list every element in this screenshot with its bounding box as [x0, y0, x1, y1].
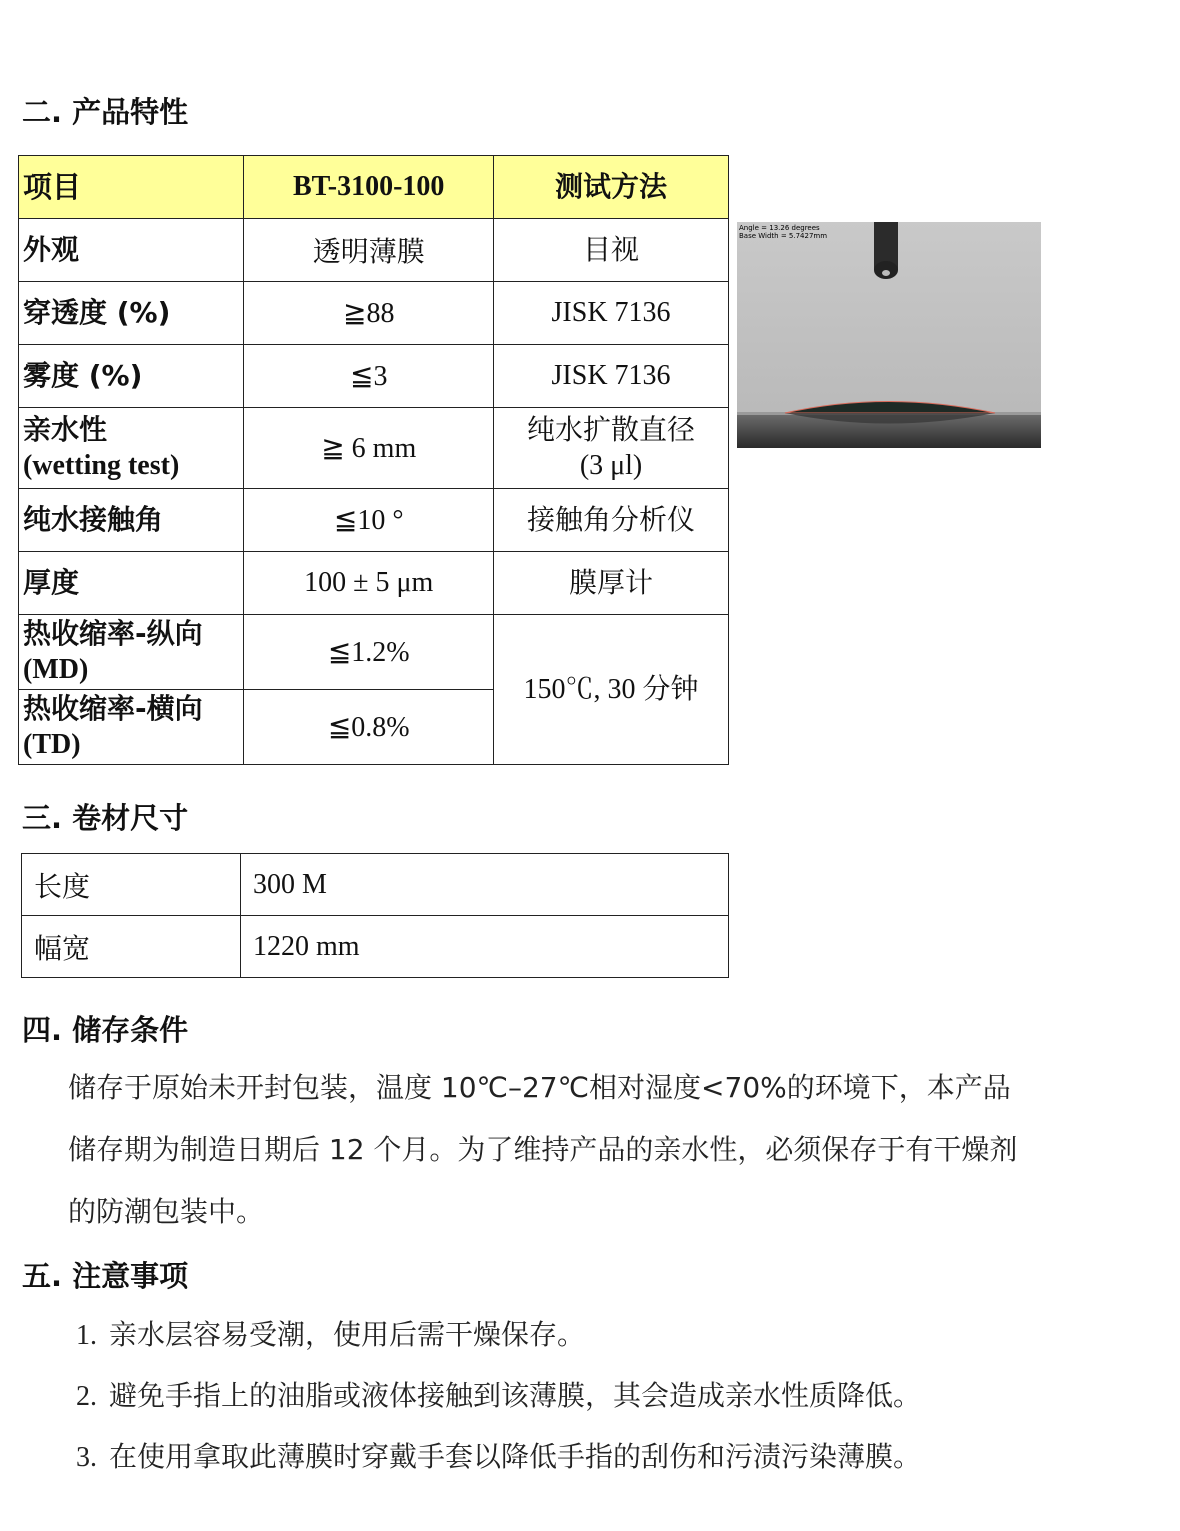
row-item: 纯水接触角 — [19, 489, 244, 552]
table-row — [19, 489, 729, 552]
row-item: 雾度 (%) — [19, 345, 244, 408]
header-item: 项目 — [19, 156, 244, 219]
storage-line: 储存期为制造日期后 12 个月。为了维持产品的亲水性，必须保存于有干燥剂 — [68, 1133, 1018, 1166]
table-row — [19, 345, 729, 408]
section5-title: 五. 注意事项 — [22, 1259, 189, 1293]
row-item-line1: 热收缩率-横向 — [23, 692, 203, 725]
header-method: 测试方法 — [494, 156, 729, 219]
list-item-text: 避免手指上的油脂或液体接触到该薄膜，其会造成亲水性质降低。 — [109, 1379, 922, 1412]
list-item-text: 在使用拿取此薄膜时穿戴手套以降低手指的刮伤和污渍污染薄膜。 — [109, 1440, 922, 1473]
row-method: 目视 — [494, 219, 729, 282]
row-item-line2: (TD) — [23, 729, 81, 760]
storage-line: 储存于原始未开封包装，温度 10℃–27℃相对湿度<70%的环境下，本产品 — [68, 1071, 1011, 1104]
row-value: ≧88 — [244, 282, 494, 345]
row-method — [494, 408, 729, 489]
row-method-merged: 150℃, 30 分钟 — [494, 615, 729, 765]
list-item-number: 1. — [76, 1320, 97, 1351]
list-item — [76, 1374, 921, 1414]
storage-line: 的防潮包装中。 — [68, 1195, 265, 1228]
row-value: ≦0.8% — [244, 690, 494, 765]
list-item — [76, 1435, 921, 1475]
angle-text: Angle = 13.26 degrees — [739, 224, 820, 232]
header-product: BT-3100-100 — [244, 156, 494, 219]
table-row — [19, 615, 729, 690]
row-value: ≦1.2% — [244, 615, 494, 690]
list-item-number: 3. — [76, 1442, 97, 1473]
row-item: 厚度 — [19, 552, 244, 615]
row-method-line2: (3 μl) — [579, 450, 643, 481]
row-method: JISK 7136 — [494, 345, 729, 408]
row-item: 外观 — [19, 219, 244, 282]
section3-title: 三. 卷材尺寸 — [22, 801, 189, 835]
row-item-line2: (MD) — [23, 654, 89, 685]
table-row — [19, 408, 729, 489]
row-item — [19, 408, 244, 489]
row-item-line1: 热收缩率-纵向 — [23, 617, 203, 650]
row-item: 穿透度 (%) — [19, 282, 244, 345]
list-item — [76, 1313, 585, 1353]
row-item-line1: 亲水性 — [23, 413, 108, 446]
row-value: 100 ± 5 μm — [244, 552, 494, 615]
storage-paragraph — [68, 1057, 1128, 1243]
table-row — [19, 282, 729, 345]
row-value: ≧ 6 mm — [244, 408, 494, 489]
row-value: 透明薄膜 — [244, 219, 494, 282]
dimension-label: 长度 — [22, 854, 241, 916]
dimension-label: 幅宽 — [22, 916, 241, 978]
row-item-line2: (wetting test) — [23, 450, 180, 481]
properties-table — [18, 155, 729, 765]
row-item — [19, 615, 244, 690]
table-header-row — [19, 156, 729, 219]
dimensions-table — [21, 853, 729, 978]
list-item-text: 亲水层容易受潮，使用后需干燥保存。 — [109, 1318, 586, 1351]
section2-title: 二. 产品特性 — [22, 95, 189, 129]
row-method: JISK 7136 — [494, 282, 729, 345]
base-width-text: Base Width = 5.7427mm — [739, 232, 828, 240]
list-item-number: 2. — [76, 1381, 97, 1412]
row-method: 接触角分析仪 — [494, 489, 729, 552]
contact-angle-photo — [737, 222, 1041, 448]
section4-title: 四. 储存条件 — [22, 1013, 189, 1047]
dimension-value: 1220 mm — [241, 916, 729, 978]
row-item — [19, 690, 244, 765]
table-row — [19, 219, 729, 282]
row-value: ≦3 — [244, 345, 494, 408]
dimension-value: 300 M — [241, 854, 729, 916]
table-row — [22, 916, 729, 978]
table-row — [19, 552, 729, 615]
table-row — [22, 854, 729, 916]
row-method: 膜厚计 — [494, 552, 729, 615]
row-method-line1: 纯水扩散直径 — [527, 413, 696, 446]
row-value: ≦10 ° — [244, 489, 494, 552]
